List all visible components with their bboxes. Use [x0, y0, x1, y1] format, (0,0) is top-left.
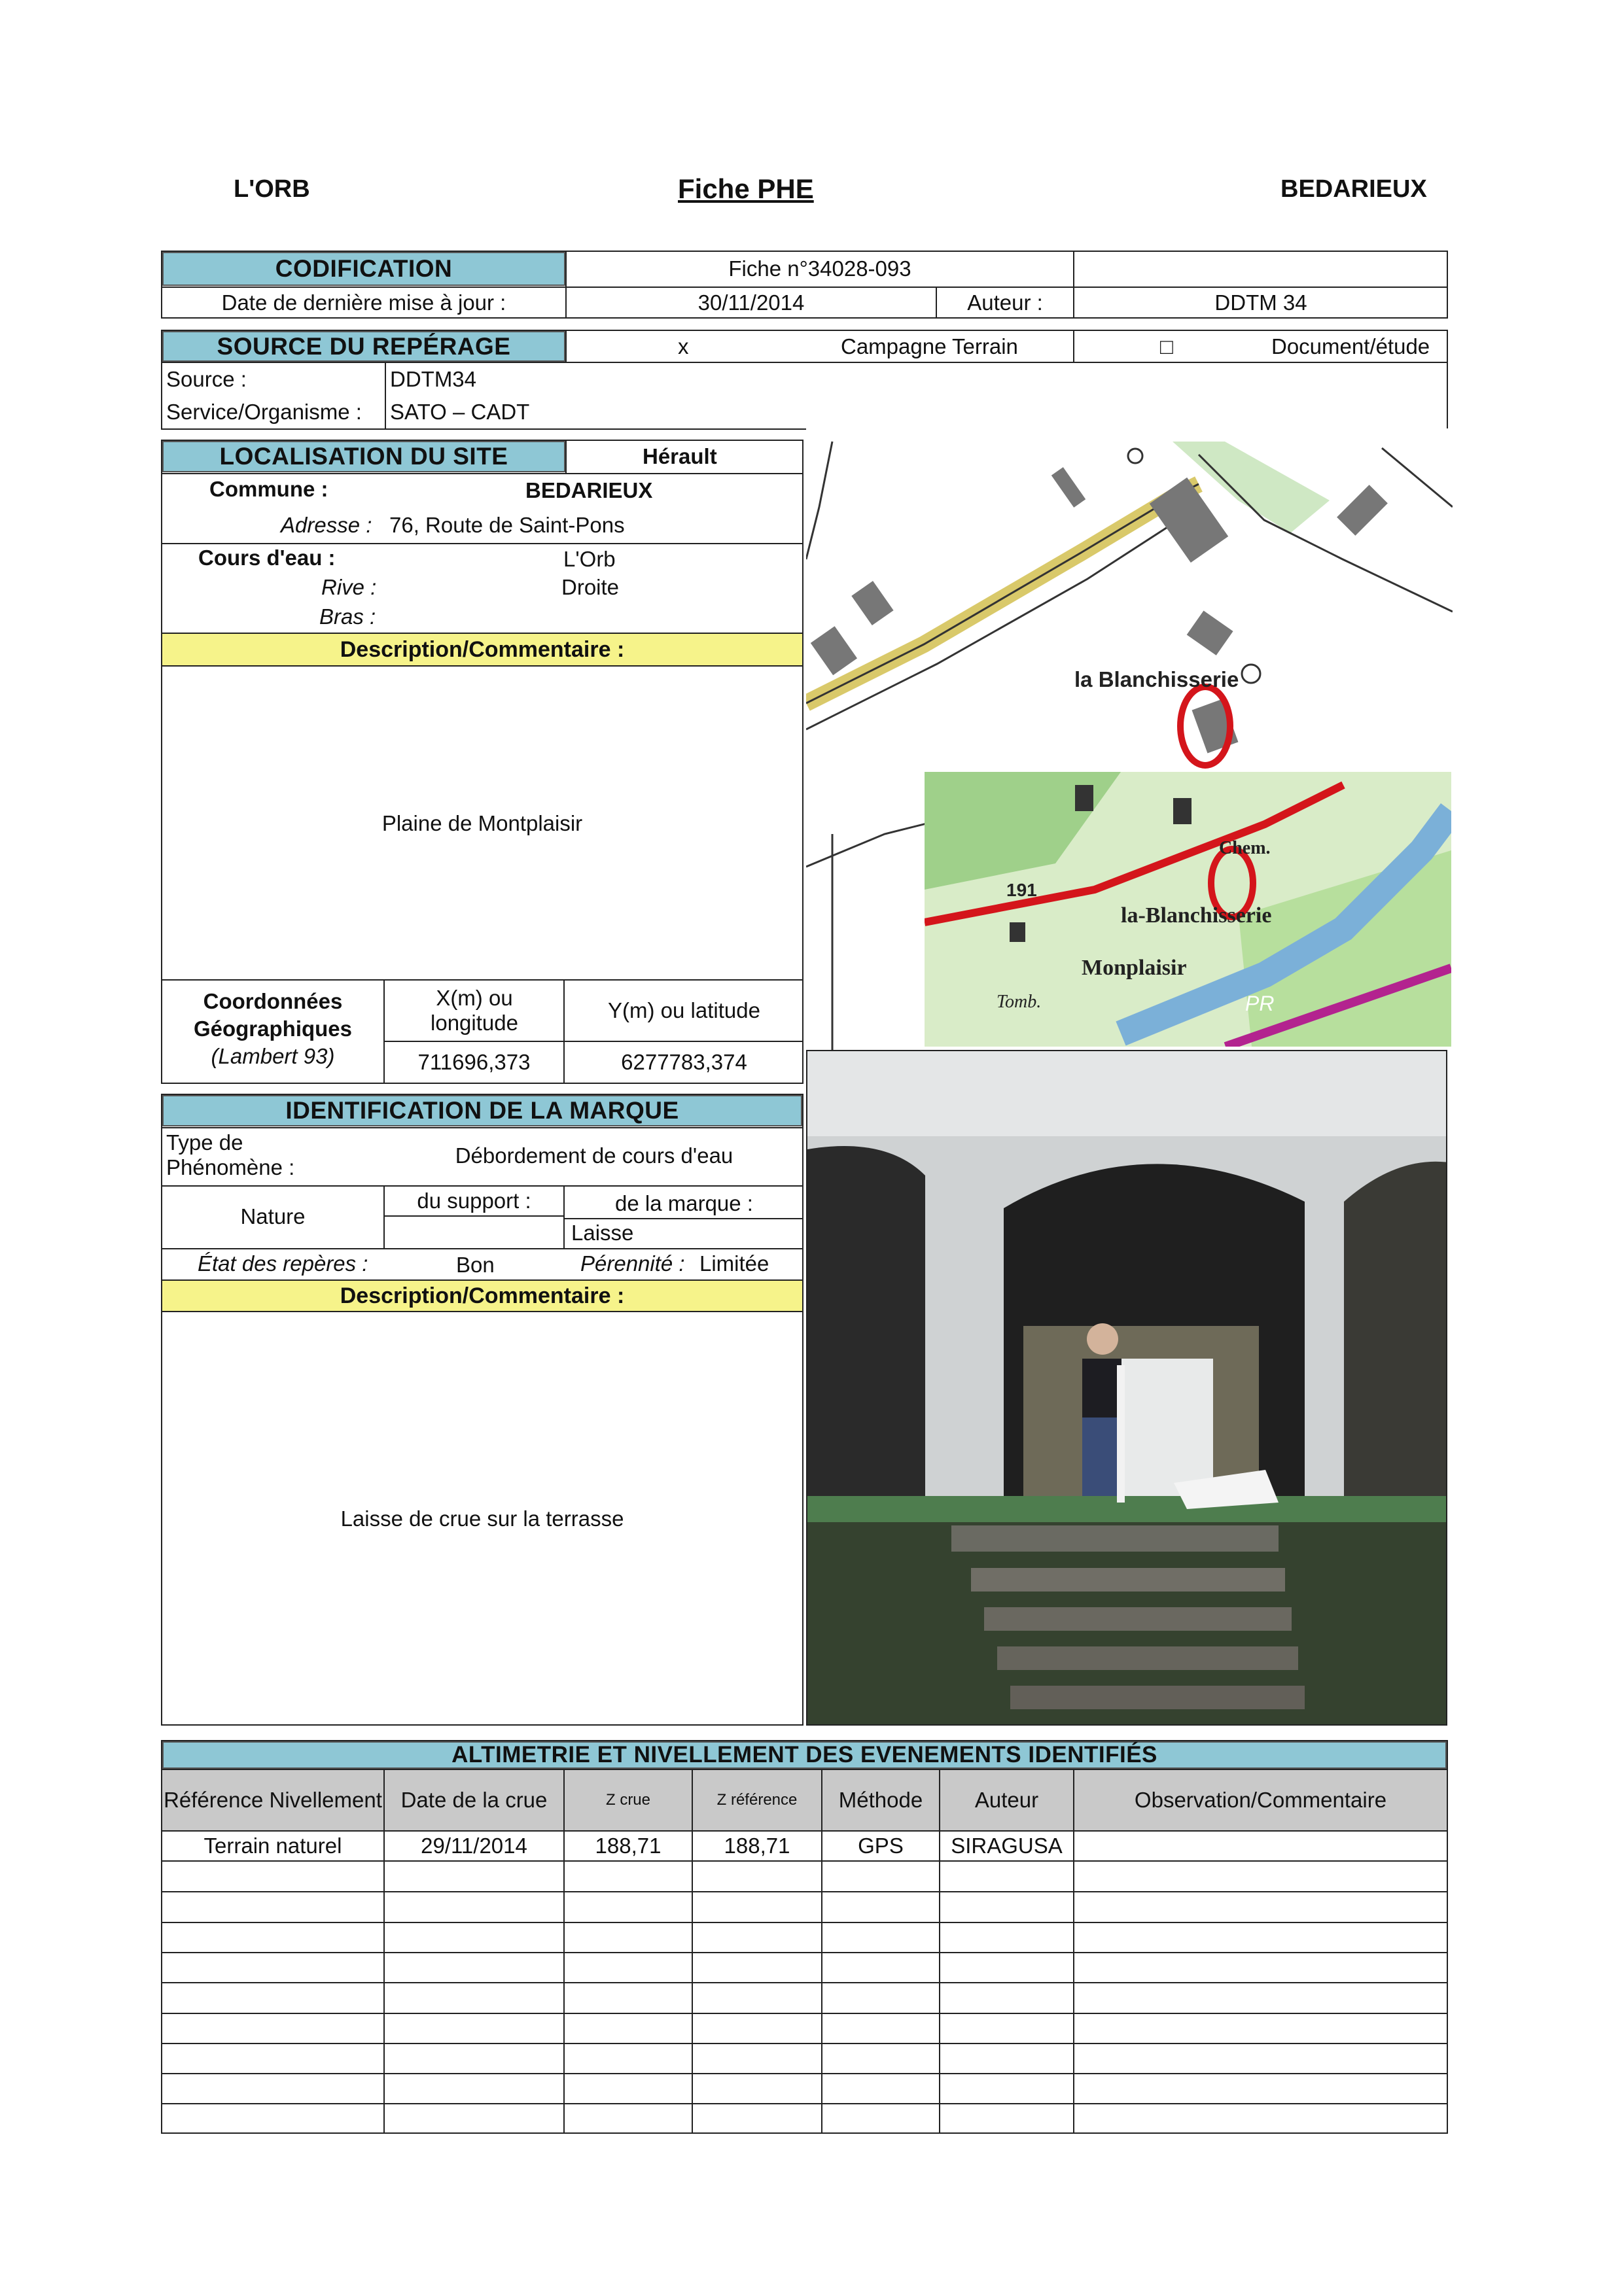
- col-auteur: Auteur: [974, 1788, 1039, 1812]
- row-1-zcrue: 188,71: [595, 1834, 662, 1858]
- campaign-check-mark: x: [678, 334, 689, 358]
- cours-label: Cours d'eau :: [198, 546, 336, 570]
- altimetrie-heading: ALTIMETRIE ET NIVELLEMENT DES EVENEMENTS IDENTIFIÉS: [162, 1741, 1447, 1769]
- site-photo: [806, 1050, 1447, 1726]
- campaign-label: Campagne Terrain: [841, 334, 1018, 358]
- type-value: Débordement de cours d'eau: [455, 1143, 733, 1168]
- etat-label: État des repères :: [198, 1251, 368, 1276]
- last-update-label: Date de dernière mise à jour :: [221, 290, 506, 315]
- bras-label: Bras :: [319, 604, 376, 629]
- adresse-value: 76, Route de Saint-Pons: [389, 513, 625, 537]
- localisation-desc: Plaine de Montplaisir: [381, 811, 583, 835]
- map-label-tomb: Tomb.: [997, 992, 1042, 1012]
- row-1-auteur: SIRAGUSA: [951, 1834, 1063, 1858]
- adresse-label: Adresse :: [281, 513, 372, 537]
- header-river: L'ORB: [234, 175, 310, 203]
- map-label-pr: PR: [1245, 992, 1275, 1015]
- author-value: DDTM 34: [1214, 290, 1307, 315]
- map-label-blanchisserie: la Blanchisserie: [1074, 667, 1239, 691]
- type-label: Type de Phénomène :: [166, 1130, 295, 1179]
- col-observation: Observation/Commentaire: [1134, 1788, 1387, 1812]
- source-value: DDTM34: [390, 367, 477, 391]
- commune-label: Commune :: [209, 477, 328, 501]
- row-1-observation: [1074, 1832, 1447, 1860]
- identification-desc: Laisse de crue sur la terrasse: [340, 1506, 624, 1531]
- identification-desc-heading: Description/Commentaire :: [162, 1279, 802, 1312]
- header-town: BEDARIEUX: [1280, 175, 1427, 203]
- coord-label: [162, 988, 383, 1070]
- row-1-reference: Terrain naturel: [203, 1834, 342, 1858]
- coord-label-2: Géographiques: [193, 1017, 353, 1041]
- marque-label: de la marque :: [615, 1191, 753, 1215]
- y-label: Y(m) ou latitude: [608, 998, 760, 1022]
- x-value: 711696,373: [417, 1050, 531, 1074]
- support-label: du support :: [417, 1189, 531, 1213]
- etat-value: Bon: [456, 1253, 495, 1277]
- y-value: 6277783,374: [621, 1050, 747, 1074]
- service-label: Service/Organisme :: [166, 400, 362, 424]
- row-1-zreference: 188,71: [724, 1834, 790, 1858]
- coord-label-3: (Lambert 93): [211, 1044, 335, 1068]
- col-reference: Référence Nivellement: [164, 1788, 382, 1812]
- identification-heading: IDENTIFICATION DE LA MARQUE: [162, 1095, 802, 1126]
- author-label: Auteur :: [967, 290, 1043, 315]
- source-label: Source :: [166, 367, 247, 391]
- coord-label-1: Coordonnées: [203, 989, 343, 1013]
- map-label-la-blanchisserie: la-Blanchisserie: [1121, 903, 1272, 928]
- marque-value: Laisse: [571, 1221, 634, 1245]
- perennite-label: Pérennité :: [580, 1251, 685, 1276]
- source-heading: SOURCE DU REPÉRAGE: [162, 331, 565, 362]
- localisation-heading: LOCALISATION DU SITE: [162, 441, 565, 472]
- ign-inset-map: [925, 772, 1451, 1047]
- document-checkbox[interactable]: □: [1160, 334, 1173, 358]
- commune-value: BEDARIEUX: [525, 478, 653, 502]
- cours-value: L'Orb: [563, 547, 616, 571]
- codification-heading: CODIFICATION: [162, 252, 565, 286]
- map-label-chem: Chem.: [1219, 838, 1271, 858]
- map-label-monplaisir: Monplaisir: [1082, 956, 1187, 980]
- perennite-value: Limitée: [699, 1251, 769, 1276]
- col-date: Date de la crue: [400, 1788, 548, 1812]
- col-methode: Méthode: [838, 1788, 923, 1812]
- service-value: SATO – CADT: [390, 400, 530, 424]
- rive-label: Rive :: [321, 575, 377, 599]
- departement: Hérault: [643, 444, 717, 468]
- rive-value: Droite: [561, 575, 620, 599]
- fiche-number: Fiche n°34028-093: [728, 256, 911, 281]
- last-update-date: 30/11/2014: [697, 290, 805, 315]
- row-1-methode: GPS: [858, 1834, 904, 1858]
- x-label: X(m) ou longitude: [431, 986, 518, 1035]
- localisation-desc-heading: Description/Commentaire :: [162, 633, 802, 667]
- col-zcrue: Z crue: [605, 1791, 650, 1809]
- row-1-date: 29/11/2014: [421, 1834, 527, 1858]
- document-label: Document/étude: [1271, 334, 1430, 358]
- page-title: Fiche PHE: [678, 173, 814, 204]
- col-zreference: Z référence: [716, 1791, 798, 1809]
- map-label-191: 191: [1006, 880, 1037, 900]
- nature-label: Nature: [240, 1204, 306, 1228]
